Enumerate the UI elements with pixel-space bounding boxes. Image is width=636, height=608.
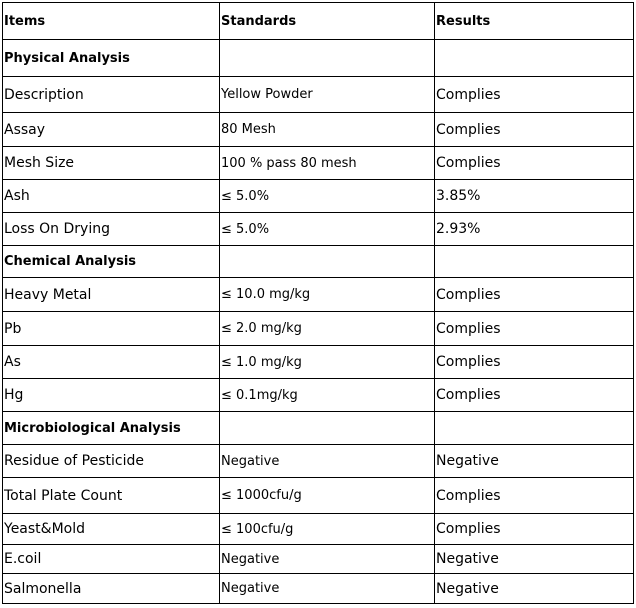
standard-cell: ≤ 2.0 mg/kg — [220, 312, 435, 346]
standard-cell: 80 Mesh — [220, 113, 435, 147]
section-result — [435, 412, 634, 445]
item-cell: Description — [3, 77, 220, 113]
table-row — [3, 147, 634, 180]
result-cell: Negative — [435, 545, 634, 574]
item-cell: Pb — [3, 312, 220, 346]
result-cell: Complies — [435, 312, 634, 346]
result-cell: Negative — [435, 574, 634, 604]
result-cell: 3.85% — [435, 180, 634, 213]
section-label: Microbiological Analysis — [3, 412, 220, 445]
section-label: Physical Analysis — [3, 40, 220, 77]
table-row — [3, 113, 634, 147]
item-cell: Heavy Metal — [3, 278, 220, 312]
item-cell: Residue of Pesticide — [3, 445, 220, 478]
result-cell: Negative — [435, 445, 634, 478]
result-cell: Complies — [435, 346, 634, 379]
standard-cell: ≤ 5.0% — [220, 180, 435, 213]
table-row — [3, 346, 634, 379]
table-row — [3, 278, 634, 312]
table-row — [3, 445, 634, 478]
result-cell: Complies — [435, 379, 634, 412]
item-cell: Mesh Size — [3, 147, 220, 180]
standard-cell: ≤ 0.1mg/kg — [220, 379, 435, 412]
result-cell: Complies — [435, 514, 634, 545]
item-cell: Salmonella — [3, 574, 220, 604]
table-row — [3, 545, 634, 574]
standard-cell: ≤ 5.0% — [220, 213, 435, 246]
result-cell: Complies — [435, 147, 634, 180]
table-row — [3, 213, 634, 246]
section-row-chemical-analysis — [3, 246, 634, 278]
header-results: Results — [435, 3, 634, 40]
standard-cell: 100 % pass 80 mesh — [220, 147, 435, 180]
table-row — [3, 312, 634, 346]
standard-cell: ≤ 1.0 mg/kg — [220, 346, 435, 379]
result-cell: 2.93% — [435, 213, 634, 246]
specification-table — [2, 2, 634, 604]
item-cell: Hg — [3, 379, 220, 412]
header-items: Items — [3, 3, 220, 40]
item-cell: Assay — [3, 113, 220, 147]
standard-cell: Yellow Powder — [220, 77, 435, 113]
item-cell: Loss On Drying — [3, 213, 220, 246]
table-row — [3, 180, 634, 213]
item-cell: Yeast&Mold — [3, 514, 220, 545]
standard-cell: ≤ 1000cfu/g — [220, 478, 435, 514]
item-cell: Ash — [3, 180, 220, 213]
standard-cell: Negative — [220, 445, 435, 478]
section-standard — [220, 246, 435, 278]
result-cell: Complies — [435, 113, 634, 147]
table-row — [3, 77, 634, 113]
result-cell: Complies — [435, 77, 634, 113]
table-row — [3, 574, 634, 604]
section-row-physical-analysis — [3, 40, 634, 77]
table-row — [3, 379, 634, 412]
item-cell: As — [3, 346, 220, 379]
section-result — [435, 246, 634, 278]
table-header-row — [3, 3, 634, 40]
section-standard — [220, 40, 435, 77]
table-row — [3, 478, 634, 514]
table-row — [3, 514, 634, 545]
section-label: Chemical Analysis — [3, 246, 220, 278]
standard-cell: Negative — [220, 545, 435, 574]
section-result — [435, 40, 634, 77]
standard-cell: ≤ 100cfu/g — [220, 514, 435, 545]
item-cell: Total Plate Count — [3, 478, 220, 514]
item-cell: E.coil — [3, 545, 220, 574]
standard-cell: Negative — [220, 574, 435, 604]
result-cell: Complies — [435, 278, 634, 312]
result-cell: Complies — [435, 478, 634, 514]
section-standard — [220, 412, 435, 445]
header-standards: Standards — [220, 3, 435, 40]
section-row-microbiological-analysis — [3, 412, 634, 445]
standard-cell: ≤ 10.0 mg/kg — [220, 278, 435, 312]
